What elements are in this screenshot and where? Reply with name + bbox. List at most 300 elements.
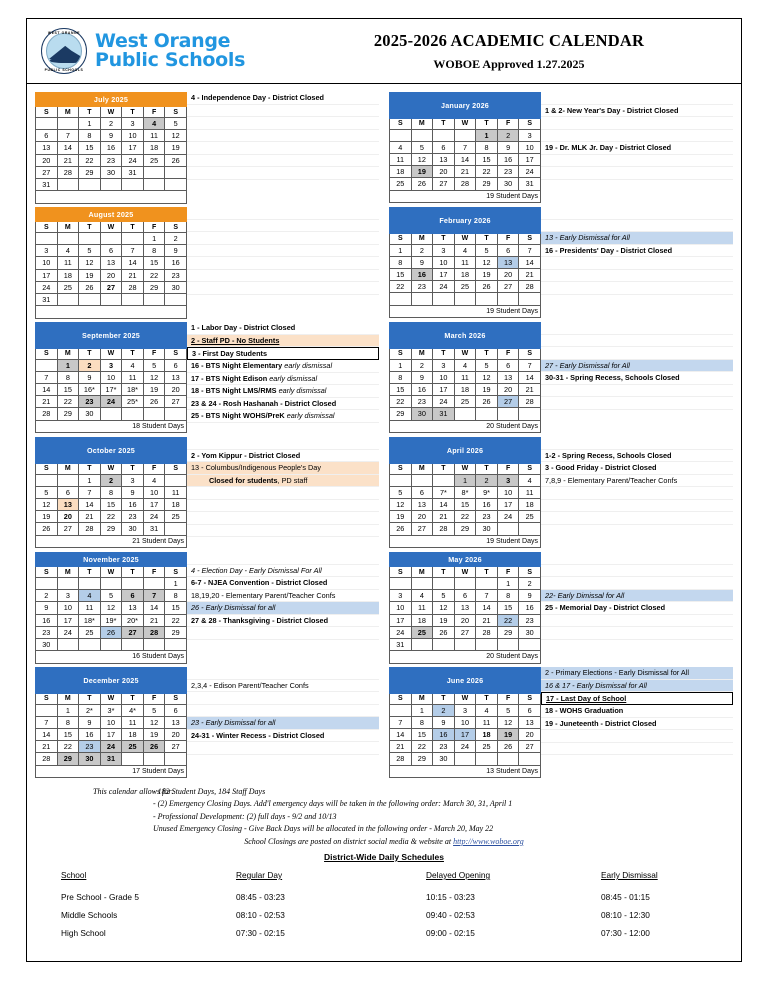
day-cell[interactable]: 27 <box>100 281 122 293</box>
day-cell[interactable]: 17 <box>433 268 455 280</box>
day-cell[interactable]: 6 <box>497 359 519 371</box>
day-cell[interactable]: 15 <box>454 498 476 510</box>
day-cell[interactable]: 7 <box>519 359 541 371</box>
day-cell[interactable] <box>143 638 165 650</box>
day-cell[interactable]: 31 <box>36 178 58 190</box>
day-cell[interactable]: 22 <box>390 281 412 293</box>
day-cell[interactable]: 13 <box>57 498 79 510</box>
day-cell[interactable]: 27 <box>433 178 455 190</box>
day-cell[interactable]: 22 <box>57 741 79 753</box>
day-cell[interactable] <box>165 166 187 178</box>
day-cell[interactable]: 16 <box>476 498 498 510</box>
day-cell[interactable]: 6 <box>411 486 433 498</box>
day-cell[interactable]: 25 <box>390 178 412 190</box>
day-cell[interactable]: 19 <box>79 269 101 281</box>
day-cell[interactable]: 9 <box>36 602 58 614</box>
day-cell[interactable]: 19 <box>476 383 498 395</box>
day-cell[interactable]: 16 <box>411 268 433 280</box>
day-cell[interactable] <box>122 753 144 765</box>
day-cell[interactable]: 16 <box>100 142 122 154</box>
day-cell[interactable]: 18 <box>519 498 541 510</box>
day-cell[interactable]: 26 <box>411 178 433 190</box>
day-cell[interactable]: 10 <box>497 486 519 498</box>
day-cell[interactable] <box>390 293 412 305</box>
day-cell[interactable]: 19 <box>433 614 455 626</box>
day-cell[interactable]: 5 <box>390 486 412 498</box>
day-cell[interactable]: 7 <box>122 245 144 257</box>
day-cell[interactable]: 4 <box>390 141 412 153</box>
day-cell[interactable] <box>79 293 101 305</box>
day-cell[interactable]: 3 <box>122 118 144 130</box>
day-cell[interactable] <box>411 474 433 486</box>
day-cell[interactable]: 13 <box>36 142 58 154</box>
day-cell[interactable]: 20 <box>411 511 433 523</box>
day-cell[interactable]: 27 <box>165 741 187 753</box>
day-cell[interactable] <box>476 753 498 765</box>
day-cell[interactable] <box>143 408 165 420</box>
day-cell[interactable]: 10 <box>454 716 476 728</box>
day-cell[interactable]: 7 <box>519 244 541 256</box>
day-cell[interactable]: 8 <box>411 716 433 728</box>
day-cell[interactable]: 16 <box>497 153 519 165</box>
day-cell[interactable] <box>57 178 79 190</box>
day-cell[interactable]: 17 <box>143 498 165 510</box>
day-cell[interactable]: 3 <box>519 129 541 141</box>
day-cell[interactable] <box>165 638 187 650</box>
day-cell[interactable]: 5 <box>165 118 187 130</box>
day-cell[interactable]: 29 <box>143 281 165 293</box>
day-cell[interactable]: 18 <box>454 268 476 280</box>
day-cell[interactable] <box>57 578 79 590</box>
day-cell[interactable]: 20 <box>433 166 455 178</box>
day-cell[interactable]: 18 <box>411 614 433 626</box>
day-cell[interactable]: 22 <box>476 166 498 178</box>
day-cell[interactable]: 6 <box>36 130 58 142</box>
day-cell[interactable]: 6 <box>454 590 476 602</box>
day-cell[interactable]: 13 <box>497 256 519 268</box>
day-cell[interactable] <box>519 408 541 420</box>
day-cell[interactable] <box>100 578 122 590</box>
day-cell[interactable] <box>519 753 541 765</box>
day-cell[interactable]: 27 <box>454 626 476 638</box>
day-cell[interactable]: 14 <box>57 142 79 154</box>
day-cell[interactable]: 12 <box>476 256 498 268</box>
day-cell[interactable] <box>143 166 165 178</box>
day-cell[interactable] <box>519 523 541 535</box>
day-cell[interactable]: 8 <box>497 590 519 602</box>
day-cell[interactable]: 17 <box>57 614 79 626</box>
day-cell[interactable]: 10 <box>433 256 455 268</box>
day-cell[interactable]: 21 <box>122 269 144 281</box>
day-cell[interactable]: 14 <box>390 728 412 740</box>
day-cell[interactable]: 13 <box>497 371 519 383</box>
day-cell[interactable] <box>100 233 122 245</box>
day-cell[interactable]: 3 <box>454 704 476 716</box>
day-cell[interactable]: 30 <box>79 753 101 765</box>
day-cell[interactable]: 12 <box>411 153 433 165</box>
day-cell[interactable] <box>519 293 541 305</box>
day-cell[interactable]: 7 <box>476 590 498 602</box>
day-cell[interactable] <box>433 474 455 486</box>
day-cell[interactable] <box>57 474 79 486</box>
day-cell[interactable]: 11 <box>165 486 187 498</box>
day-cell[interactable]: 20 <box>454 614 476 626</box>
day-cell[interactable]: 19 <box>476 268 498 280</box>
day-cell[interactable]: 14 <box>476 602 498 614</box>
day-cell[interactable]: 11 <box>122 716 144 728</box>
day-cell[interactable]: 19* <box>100 614 122 626</box>
day-cell[interactable]: 21 <box>143 614 165 626</box>
day-cell[interactable] <box>476 293 498 305</box>
day-cell[interactable]: 24 <box>433 396 455 408</box>
day-cell[interactable] <box>79 638 101 650</box>
day-cell[interactable]: 24 <box>36 281 58 293</box>
day-cell[interactable]: 18 <box>165 498 187 510</box>
day-cell[interactable]: 20 <box>519 728 541 740</box>
day-cell[interactable]: 23 <box>100 154 122 166</box>
day-cell[interactable]: 6 <box>165 704 187 716</box>
day-cell[interactable] <box>390 129 412 141</box>
day-cell[interactable] <box>143 753 165 765</box>
day-cell[interactable]: 24 <box>143 511 165 523</box>
day-cell[interactable]: 18 <box>454 383 476 395</box>
day-cell[interactable]: 8* <box>454 486 476 498</box>
day-cell[interactable]: 19 <box>165 142 187 154</box>
day-cell[interactable] <box>433 578 455 590</box>
day-cell[interactable] <box>165 178 187 190</box>
day-cell[interactable] <box>454 638 476 650</box>
day-cell[interactable] <box>57 293 79 305</box>
day-cell[interactable]: 10 <box>100 716 122 728</box>
day-cell[interactable]: 28 <box>36 753 58 765</box>
day-cell[interactable]: 17* <box>100 383 122 395</box>
day-cell[interactable] <box>57 638 79 650</box>
day-cell[interactable]: 30 <box>100 166 122 178</box>
day-cell[interactable] <box>476 578 498 590</box>
day-cell[interactable]: 23 <box>79 396 101 408</box>
day-cell[interactable] <box>454 129 476 141</box>
day-cell[interactable]: 21 <box>519 268 541 280</box>
day-cell[interactable]: 26 <box>143 741 165 753</box>
day-cell[interactable]: 31 <box>122 166 144 178</box>
day-cell[interactable]: 7* <box>433 486 455 498</box>
day-cell[interactable]: 24 <box>433 281 455 293</box>
day-cell[interactable]: 26 <box>79 281 101 293</box>
day-cell[interactable]: 22 <box>57 396 79 408</box>
day-cell[interactable]: 24 <box>122 154 144 166</box>
day-cell[interactable] <box>390 578 412 590</box>
day-cell[interactable]: 25 <box>454 396 476 408</box>
day-cell[interactable]: 31 <box>519 178 541 190</box>
day-cell[interactable]: 20 <box>497 383 519 395</box>
day-cell[interactable]: 14 <box>519 256 541 268</box>
day-cell[interactable]: 1 <box>79 474 101 486</box>
day-cell[interactable]: 5 <box>143 359 165 371</box>
day-cell[interactable] <box>165 293 187 305</box>
day-cell[interactable]: 15 <box>165 602 187 614</box>
day-cell[interactable]: 19 <box>143 728 165 740</box>
day-cell[interactable]: 14 <box>454 153 476 165</box>
day-cell[interactable]: 1 <box>497 578 519 590</box>
day-cell[interactable]: 19 <box>411 166 433 178</box>
day-cell[interactable]: 7 <box>36 716 58 728</box>
day-cell[interactable]: 14 <box>36 728 58 740</box>
day-cell[interactable]: 16* <box>79 383 101 395</box>
day-cell[interactable]: 1 <box>476 129 498 141</box>
day-cell[interactable]: 12 <box>497 716 519 728</box>
day-cell[interactable]: 9 <box>79 716 101 728</box>
day-cell[interactable]: 21 <box>476 614 498 626</box>
day-cell[interactable]: 2* <box>79 704 101 716</box>
day-cell[interactable]: 15 <box>57 728 79 740</box>
day-cell[interactable]: 24 <box>454 741 476 753</box>
day-cell[interactable]: 19 <box>143 383 165 395</box>
day-cell[interactable]: 23 <box>519 614 541 626</box>
day-cell[interactable]: 10 <box>100 371 122 383</box>
day-cell[interactable]: 7 <box>57 130 79 142</box>
day-cell[interactable]: 20 <box>57 511 79 523</box>
day-cell[interactable]: 23 <box>476 511 498 523</box>
day-cell[interactable]: 12 <box>165 130 187 142</box>
day-cell[interactable]: 11 <box>454 371 476 383</box>
day-cell[interactable] <box>122 638 144 650</box>
day-cell[interactable]: 3 <box>122 474 144 486</box>
day-cell[interactable] <box>433 129 455 141</box>
day-cell[interactable]: 3* <box>100 704 122 716</box>
day-cell[interactable]: 19 <box>36 511 58 523</box>
day-cell[interactable]: 18* <box>122 383 144 395</box>
day-cell[interactable] <box>411 293 433 305</box>
day-cell[interactable]: 30 <box>165 281 187 293</box>
day-cell[interactable] <box>122 178 144 190</box>
day-cell[interactable] <box>411 578 433 590</box>
day-cell[interactable]: 7 <box>79 486 101 498</box>
day-cell[interactable]: 10 <box>519 141 541 153</box>
day-cell[interactable]: 13 <box>122 602 144 614</box>
day-cell[interactable]: 21 <box>57 154 79 166</box>
day-cell[interactable]: 17 <box>454 728 476 740</box>
day-cell[interactable]: 20* <box>122 614 144 626</box>
day-cell[interactable] <box>36 118 58 130</box>
day-cell[interactable]: 17 <box>390 614 412 626</box>
day-cell[interactable]: 26 <box>476 396 498 408</box>
day-cell[interactable]: 31 <box>100 753 122 765</box>
day-cell[interactable]: 12 <box>79 257 101 269</box>
day-cell[interactable]: 3 <box>497 474 519 486</box>
day-cell[interactable]: 10 <box>433 371 455 383</box>
day-cell[interactable]: 27 <box>497 281 519 293</box>
day-cell[interactable]: 5 <box>411 141 433 153</box>
day-cell[interactable] <box>143 178 165 190</box>
day-cell[interactable]: 2 <box>411 359 433 371</box>
day-cell[interactable]: 3 <box>433 359 455 371</box>
day-cell[interactable]: 26 <box>165 154 187 166</box>
day-cell[interactable] <box>122 408 144 420</box>
day-cell[interactable]: 29 <box>390 408 412 420</box>
day-cell[interactable]: 24 <box>100 741 122 753</box>
day-cell[interactable]: 4 <box>519 474 541 486</box>
day-cell[interactable] <box>165 408 187 420</box>
day-cell[interactable]: 26 <box>476 281 498 293</box>
woboe-website-link[interactable]: http://www.woboe.org <box>453 836 524 846</box>
day-cell[interactable]: 12 <box>390 498 412 510</box>
day-cell[interactable]: 15 <box>100 498 122 510</box>
day-cell[interactable]: 13 <box>165 371 187 383</box>
day-cell[interactable]: 16 <box>122 498 144 510</box>
day-cell[interactable]: 20 <box>36 154 58 166</box>
day-cell[interactable]: 30 <box>476 523 498 535</box>
day-cell[interactable]: 22 <box>165 614 187 626</box>
day-cell[interactable] <box>165 753 187 765</box>
day-cell[interactable]: 4 <box>454 359 476 371</box>
day-cell[interactable]: 24 <box>519 166 541 178</box>
day-cell[interactable]: 2 <box>433 704 455 716</box>
day-cell[interactable] <box>57 118 79 130</box>
day-cell[interactable]: 23 <box>122 511 144 523</box>
day-cell[interactable]: 23 <box>433 741 455 753</box>
day-cell[interactable] <box>57 233 79 245</box>
day-cell[interactable]: 16 <box>165 257 187 269</box>
day-cell[interactable]: 15 <box>79 142 101 154</box>
day-cell[interactable]: 27 <box>57 523 79 535</box>
day-cell[interactable] <box>411 638 433 650</box>
day-cell[interactable] <box>390 704 412 716</box>
day-cell[interactable] <box>497 293 519 305</box>
day-cell[interactable]: 8 <box>79 130 101 142</box>
day-cell[interactable] <box>476 638 498 650</box>
day-cell[interactable]: 15 <box>57 383 79 395</box>
day-cell[interactable]: 22 <box>143 269 165 281</box>
day-cell[interactable] <box>79 233 101 245</box>
day-cell[interactable]: 9 <box>79 371 101 383</box>
day-cell[interactable]: 12 <box>433 602 455 614</box>
day-cell[interactable]: 5 <box>433 590 455 602</box>
day-cell[interactable]: 27 <box>36 166 58 178</box>
day-cell[interactable]: 15 <box>476 153 498 165</box>
day-cell[interactable]: 29 <box>454 523 476 535</box>
day-cell[interactable]: 21 <box>79 511 101 523</box>
day-cell[interactable]: 5 <box>476 244 498 256</box>
day-cell[interactable]: 31 <box>143 523 165 535</box>
day-cell[interactable]: 28 <box>36 408 58 420</box>
day-cell[interactable]: 6 <box>519 704 541 716</box>
day-cell[interactable] <box>433 293 455 305</box>
day-cell[interactable]: 28 <box>454 178 476 190</box>
day-cell[interactable]: 17 <box>519 153 541 165</box>
day-cell[interactable]: 11 <box>390 153 412 165</box>
day-cell[interactable] <box>497 523 519 535</box>
day-cell[interactable]: 4 <box>57 245 79 257</box>
day-cell[interactable] <box>411 129 433 141</box>
day-cell[interactable]: 30 <box>433 753 455 765</box>
day-cell[interactable]: 10 <box>390 602 412 614</box>
day-cell[interactable]: 30 <box>519 626 541 638</box>
day-cell[interactable]: 2 <box>79 359 101 371</box>
day-cell[interactable] <box>476 408 498 420</box>
day-cell[interactable]: 14 <box>36 383 58 395</box>
day-cell[interactable]: 1 <box>390 244 412 256</box>
day-cell[interactable]: 1 <box>390 359 412 371</box>
day-cell[interactable]: 28 <box>390 753 412 765</box>
day-cell[interactable]: 13 <box>165 716 187 728</box>
day-cell[interactable]: 6 <box>497 244 519 256</box>
day-cell[interactable]: 4 <box>476 704 498 716</box>
day-cell[interactable]: 21 <box>390 741 412 753</box>
day-cell[interactable]: 21 <box>36 741 58 753</box>
day-cell[interactable]: 8 <box>100 486 122 498</box>
day-cell[interactable]: 18 <box>476 728 498 740</box>
day-cell[interactable]: 23 <box>165 269 187 281</box>
day-cell[interactable]: 28 <box>143 626 165 638</box>
day-cell[interactable]: 29 <box>497 626 519 638</box>
day-cell[interactable]: 24 <box>497 511 519 523</box>
day-cell[interactable]: 16 <box>36 614 58 626</box>
day-cell[interactable]: 25 <box>454 281 476 293</box>
day-cell[interactable]: 8 <box>57 371 79 383</box>
day-cell[interactable]: 13 <box>519 716 541 728</box>
day-cell[interactable]: 12 <box>476 371 498 383</box>
day-cell[interactable]: 4 <box>143 474 165 486</box>
day-cell[interactable]: 18 <box>57 269 79 281</box>
day-cell[interactable]: 29 <box>476 178 498 190</box>
day-cell[interactable]: 8 <box>476 141 498 153</box>
day-cell[interactable] <box>497 408 519 420</box>
day-cell[interactable] <box>165 474 187 486</box>
day-cell[interactable]: 2 <box>519 578 541 590</box>
day-cell[interactable]: 20 <box>100 269 122 281</box>
day-cell[interactable]: 4* <box>122 704 144 716</box>
day-cell[interactable]: 9 <box>122 486 144 498</box>
day-cell[interactable]: 7 <box>390 716 412 728</box>
day-cell[interactable]: 13 <box>411 498 433 510</box>
day-cell[interactable]: 9 <box>433 716 455 728</box>
day-cell[interactable] <box>79 178 101 190</box>
day-cell[interactable]: 18* <box>79 614 101 626</box>
day-cell[interactable]: 25 <box>57 281 79 293</box>
day-cell[interactable]: 2 <box>411 244 433 256</box>
day-cell[interactable] <box>36 359 58 371</box>
day-cell[interactable]: 30 <box>122 523 144 535</box>
day-cell[interactable]: 1 <box>165 578 187 590</box>
day-cell[interactable]: 16 <box>433 728 455 740</box>
day-cell[interactable] <box>519 638 541 650</box>
day-cell[interactable]: 21 <box>519 383 541 395</box>
day-cell[interactable] <box>79 578 101 590</box>
day-cell[interactable]: 9 <box>411 371 433 383</box>
day-cell[interactable] <box>36 474 58 486</box>
day-cell[interactable]: 2 <box>497 129 519 141</box>
day-cell[interactable]: 1 <box>411 704 433 716</box>
day-cell[interactable]: 15 <box>143 257 165 269</box>
day-cell[interactable] <box>143 578 165 590</box>
day-cell[interactable] <box>454 753 476 765</box>
day-cell[interactable]: 18 <box>143 142 165 154</box>
day-cell[interactable]: 9 <box>497 141 519 153</box>
day-cell[interactable]: 6 <box>165 359 187 371</box>
day-cell[interactable]: 4 <box>79 590 101 602</box>
day-cell[interactable]: 31 <box>36 293 58 305</box>
day-cell[interactable]: 11 <box>411 602 433 614</box>
day-cell[interactable]: 28 <box>57 166 79 178</box>
day-cell[interactable]: 29 <box>165 626 187 638</box>
day-cell[interactable]: 24 <box>100 396 122 408</box>
day-cell[interactable]: 28 <box>519 396 541 408</box>
day-cell[interactable]: 4 <box>143 118 165 130</box>
day-cell[interactable]: 3 <box>100 359 122 371</box>
day-cell[interactable] <box>454 408 476 420</box>
day-cell[interactable]: 11 <box>79 602 101 614</box>
day-cell[interactable]: 17 <box>100 728 122 740</box>
